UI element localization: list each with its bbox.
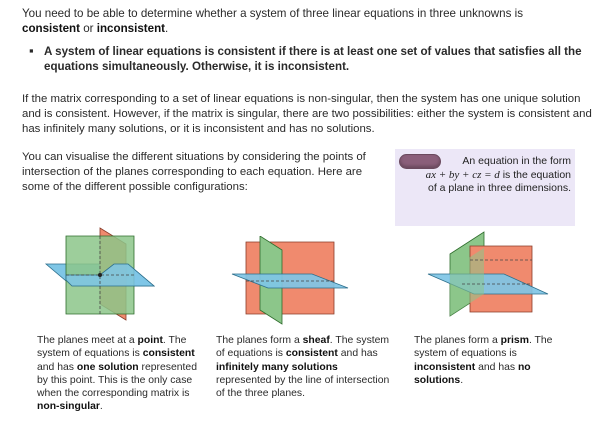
caption-text: . [99,401,103,413]
caption-bold: no solutions [414,361,531,386]
caption-bold: point [137,335,163,346]
caption-text: The planes meet at a [37,335,138,346]
caption-text: . The system of equations is [216,335,390,360]
caption-bold: consistent [285,348,338,360]
caption-bold: inconsistent [414,361,476,373]
caption-text: and has [37,361,77,373]
caption-point [37,334,202,414]
caption-text: . The system of equations is [414,335,553,360]
caption-bold: infinitely many solutions [216,361,338,373]
caption-bold: one solution [76,361,139,373]
intro-end: . [165,22,169,35]
intro-paragraph [22,6,582,36]
definition-bullet [30,44,585,74]
caption-bold: consistent [142,348,195,360]
term-inconsistent: inconsistent [96,22,166,35]
bullet-icon: ▪ [29,43,34,58]
caption-text: The planes form a [414,335,501,346]
diagram-prism [424,224,554,324]
caption-sheaf [216,334,391,400]
caption-text: The planes form a [216,335,303,346]
caption-text: and has [337,348,378,360]
caption-text: and has [475,361,518,373]
caption-text: . [460,374,464,386]
intro-text: You need to be able to determine whether a system of three linear equations in three unknowns is [22,7,523,20]
visualise-paragraph: You can visualise the different situations by considering the points of intersection of the planes corresponding to each equation. Here are some of the different possible configurations: [22,151,366,193]
caption-prism [414,334,579,387]
caption-text: . The system of equations is [37,335,187,360]
note-text [403,155,571,196]
note-line-3: of a plane in three dimensions. [427,182,571,194]
note-equation: ax + by + cz = d [425,168,500,181]
note-line-2: is the equation [499,168,571,181]
note-line-1: An equation in the form [462,155,571,167]
plane-equation-note [395,149,575,226]
definition-text: A system of linear equations is consistent if there is at least one set of values that satisfies all the equations simultaneously. Otherwise, it is inconsistent. [44,45,582,73]
caption-text: represented by the line of intersection of the three planes. [216,374,390,400]
diagram-point [36,214,166,332]
singular-paragraph: If the matrix corresponding to a set of linear equations is non-singular, then the system has one unique solution and is consistent. However, if the matrix is singular, there are two possibilities: either the system is consistent and has infinitely many solutions, or it is inconsistent and has no solutions. [22,93,592,135]
caption-bold: prism [500,335,529,346]
intersection-point [98,273,102,277]
term-consistent: consistent [22,22,80,35]
diagram-sheaf [226,236,356,326]
caption-bold: non-singular [37,401,100,413]
caption-text: represented by this point. This is the only case when the corresponding matrix is [37,361,197,400]
intro-or: or [79,22,97,35]
caption-bold: sheaf [302,335,330,346]
